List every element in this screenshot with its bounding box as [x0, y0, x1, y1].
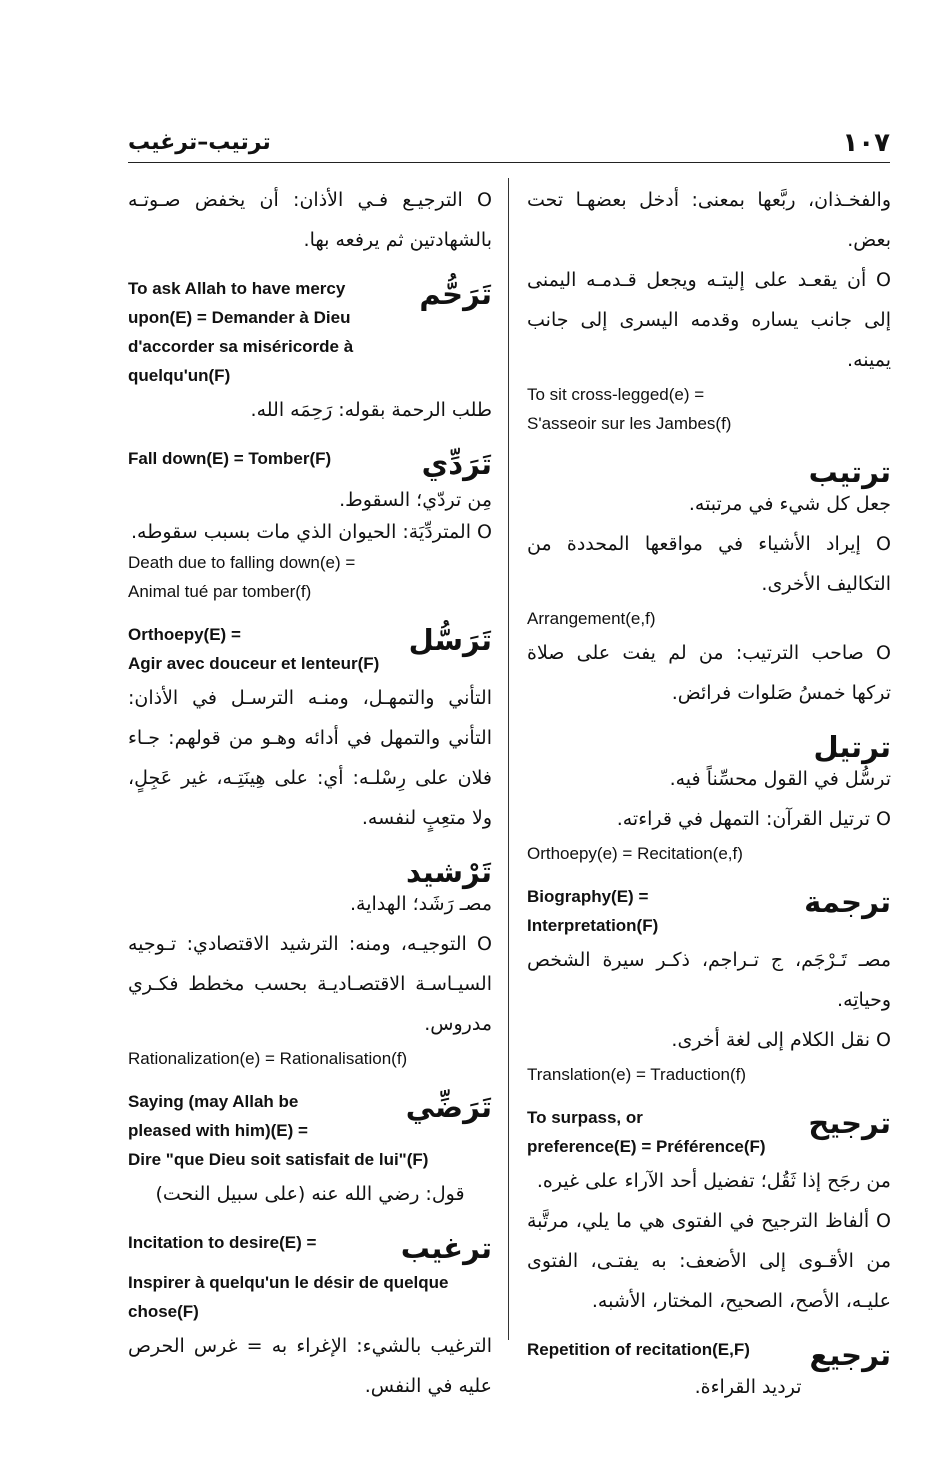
french-gloss: Agir avec douceur et lenteur(F): [128, 654, 380, 673]
french-gloss: d'accorder sa miséricorde à: [128, 337, 354, 356]
arabic-text: طلب الرحمة بقوله: رَحِمَه الله.: [250, 399, 492, 421]
english-gloss: Translation(e) = Traduction(f): [527, 1065, 747, 1084]
arabic-text: O صاحب الترتيب: من لم يفت على صلاة تركها خمسُ صَلوات فرائض.: [527, 642, 891, 704]
entry-tarjih: [527, 1103, 891, 1321]
french-gloss: preference(E) = Préférence(F): [527, 1137, 766, 1156]
page-header: [128, 128, 890, 164]
header-rule: [128, 162, 890, 163]
entry-tarjama: [527, 882, 891, 1089]
headword: تَرَدِّي: [421, 447, 492, 481]
english-gloss: To sit cross-legged(e) =: [527, 385, 705, 404]
entry-tartil: [527, 727, 891, 868]
left-column: [128, 180, 492, 1420]
french-gloss: Animal tué par tomber(f): [128, 582, 312, 601]
french-gloss: quelqu'un(F): [128, 366, 231, 385]
arabic-text: ترديد القراءة.: [694, 1376, 802, 1398]
arabic-text: ترسُّل في القول محسِّناً فيه.: [669, 768, 891, 790]
running-head: ترتيب–ترغيب: [128, 130, 271, 155]
arabic-text: والفخـذان، ربَّعها بمعنى: أدخل بعضهـا تحت بعض.: [527, 189, 891, 251]
entry-targhib: [128, 1228, 492, 1406]
arabic-text: الترغيب بالشيء: الإغراء به = غرس الحرص عليه في النفس.: [128, 1335, 492, 1397]
french-gloss: Inspirer à quelqu'un le désir de quelque: [128, 1273, 449, 1292]
entry-tartib: [527, 452, 891, 713]
french-gloss: Dire "que Dieu soit satisfait de lui"(F): [128, 1150, 429, 1169]
arabic-text: O ترتيل القرآن: التمهل في قراءته.: [616, 808, 891, 830]
entry-tarassul: [128, 620, 492, 838]
english-gloss: Repetition of recitation(E,F): [527, 1340, 750, 1359]
arabic-text: O الترجيـع فـي الأذان: أن يخفض صـوتـه بالشهادتين ثم يرفعه بها.: [128, 189, 492, 251]
french-gloss: Interpretation(F): [527, 916, 659, 935]
english-gloss: Orthoepy(e) = Recitation(e,f): [527, 844, 743, 863]
arabic-text: التأني والتمهـل، ومنـه الترسـل في الأذان: التأني والتمهل في أدائه وهـو من قولهم: جـاء فلان على رِسْلـه: أي: على هِينَتِـه، غير عَجِلٍ، ولا متعِبٍ لنفسه.: [128, 687, 492, 829]
arabic-text: قول: رضي الله عنه (على سبيل النحت): [155, 1183, 465, 1205]
headword: ترتيب: [808, 455, 891, 489]
arabic-text: O نقل الكلام إلى لغة أخرى.: [671, 1029, 891, 1051]
english-gloss: upon(E) = Demander à Dieu: [128, 308, 351, 327]
entry-tarahhum: [128, 274, 492, 430]
headword: تَرَسُّل: [408, 623, 492, 657]
headword: ترجيح: [808, 1106, 891, 1140]
arabic-text: O ألفاظ الترجيح في الفتوى هي ما يلي، مرتَّبة من الأقـوى إلى الأضعف: به يفتـى، الفتوى عليـه، الأصح، الصحيح، المختار، الأشبه.: [527, 1210, 891, 1312]
headword: تَرَضِّي: [405, 1090, 492, 1124]
arabic-text: من رجَح إذا ثَقُل؛ تفضيل أحد الآراء على غيره.: [536, 1170, 891, 1192]
english-gloss: Fall down(E) = Tomber(F): [128, 449, 332, 468]
headword: ترجمة: [804, 885, 891, 919]
english-gloss: Orthoepy(E) =: [128, 625, 241, 644]
arabic-text: O المتردِّيَة: الحيوان الذي مات بسبب سقوطه.: [130, 521, 492, 543]
entry-tarddi: [128, 1087, 492, 1214]
entry-tarshid: [128, 852, 492, 1073]
page-number: ١٠٧: [842, 128, 890, 158]
headword: ترجيع: [809, 1338, 891, 1372]
headword: تَرْشيد: [405, 855, 492, 889]
entry-tarji: [527, 1335, 891, 1407]
arabic-text: مصـ رَشَد؛ الهداية.: [350, 893, 492, 915]
arabic-text: O إيراد الأشياء في مواقعها المحددة من التكاليف الأخرى.: [527, 533, 891, 595]
english-gloss: Saying (may Allah be: [128, 1092, 299, 1111]
headword: ترتيل: [813, 730, 891, 764]
french-gloss: chose(F): [128, 1302, 199, 1321]
right-column: [527, 180, 891, 1421]
entry-taraddi: [128, 444, 492, 606]
arabic-text: O أن يقعـد على إليتـه ويجعل قـدمـه اليمنى إلى جانب يساره وقدمه اليسرى إلى جانب يمينه.: [527, 269, 891, 371]
english-gloss: Biography(E) =: [527, 887, 649, 906]
english-gloss: pleased with him)(E) =: [128, 1121, 308, 1140]
english-gloss: To surpass, or: [527, 1108, 643, 1127]
french-gloss: S'asseoir sur les Jambes(f): [527, 414, 732, 433]
english-gloss: To ask Allah to have mercy: [128, 279, 346, 298]
english-gloss: Death due to falling down(e) =: [128, 553, 356, 572]
arabic-text: مصـ تَـرْجَم، ج تـراجم، ذكـر سيرة الشخص وحياتِه.: [527, 949, 891, 1011]
headword: تَرَحُّم: [419, 277, 492, 311]
english-gloss: Incitation to desire(E) =: [128, 1233, 317, 1252]
arabic-text: جعل كل شيء في مرتبته.: [688, 493, 891, 515]
english-gloss: Rationalization(e) = Rationalisation(f): [128, 1049, 408, 1068]
english-gloss: Arrangement(e,f): [527, 609, 656, 628]
entry-continuation-right: [527, 180, 891, 438]
column-divider: [508, 178, 509, 1340]
headword: ترغيب: [400, 1231, 492, 1265]
entry-continuation-left: [128, 180, 492, 260]
arabic-text: مِن تردّي؛ السقوط.: [339, 489, 492, 511]
arabic-text: O التوجيـه، ومنه: الترشيد الاقتصادي: تـوجيه السيـاسـة الاقتصـاديـة بحسب مخطط فكـري مدروس.: [128, 933, 492, 1035]
